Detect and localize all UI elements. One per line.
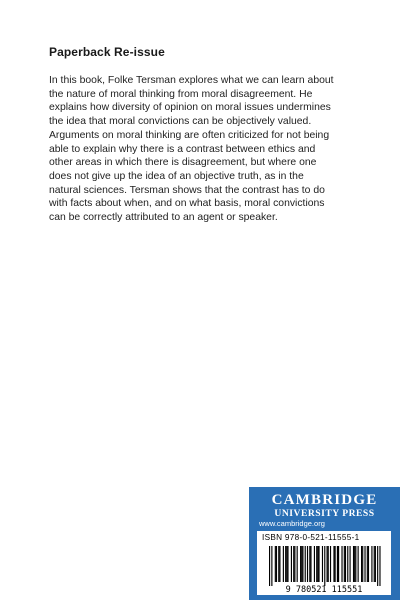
description-line: natural sciences. Tersman shows that the contrast has to do: [49, 184, 325, 196]
description-line: can be correctly attributed to an agent or speaker.: [49, 212, 278, 224]
barcode-icon: [261, 544, 387, 594]
publisher-url: www.cambridge.org: [259, 519, 325, 528]
description-line: In this book, Folke Tersman explores what we can learn about: [49, 75, 334, 86]
publisher-name: CAMBRIDGE: [271, 492, 378, 508]
description-line: the nature of moral thinking from moral disagreement. He: [49, 88, 313, 100]
isbn-label: ISBN 978-0-521-11555-1: [262, 533, 360, 542]
description-line: with facts about when, and on what basis, moral convictions: [49, 198, 325, 210]
isbn-barcode-box: [257, 531, 391, 595]
description-line: does not give up the idea of an objective truth, as in the: [49, 170, 304, 182]
description-line: the idea that moral convictions can be objectively valued.: [49, 116, 312, 128]
section-heading: Paperback Re-issue: [49, 45, 165, 59]
book-description: [49, 74, 349, 225]
publisher-press: UNIVERSITY PRESS: [274, 508, 375, 519]
description-line: explains how diversity of opinion on moral issues undermines: [49, 102, 331, 114]
description-line: able to explain why there is a contrast between ethics and: [49, 143, 316, 155]
publisher-panel: [249, 487, 400, 600]
description-line: Arguments on moral thinking are often criticized for not being: [49, 129, 330, 141]
description-line: other areas in which there is disagreement, but where one: [49, 157, 317, 169]
barcode-number: 9 780521 115551: [285, 585, 363, 594]
